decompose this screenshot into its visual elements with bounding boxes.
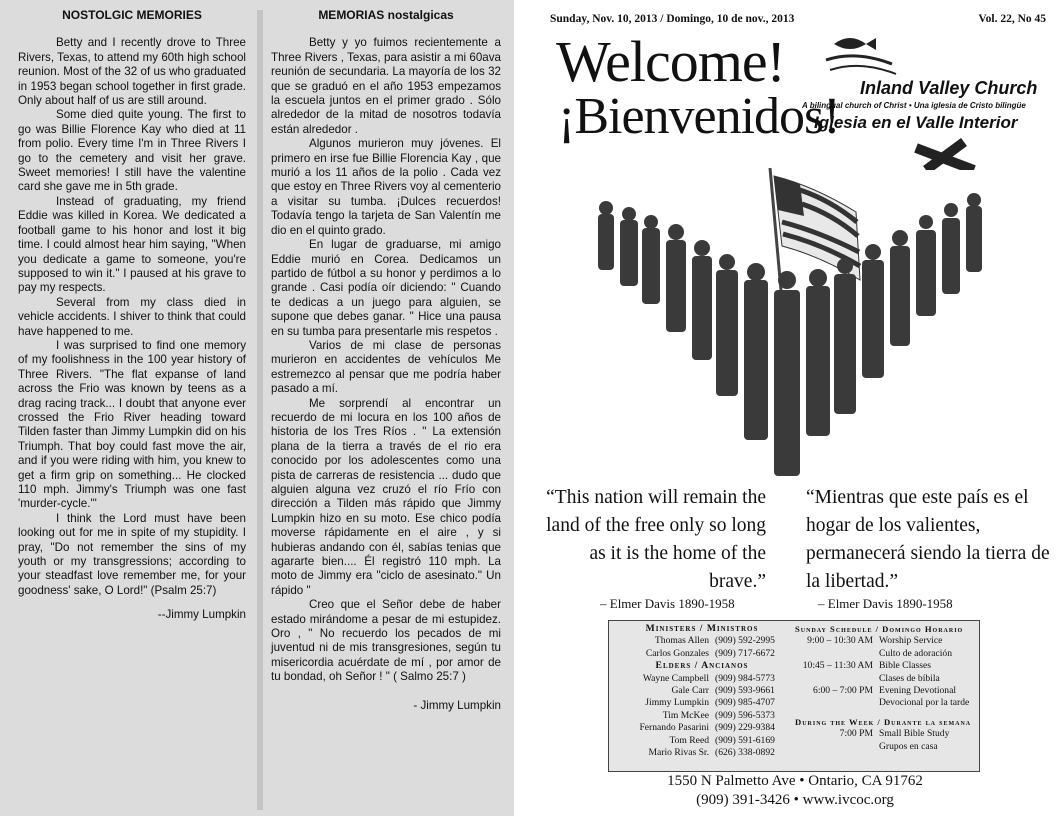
schedule-time xyxy=(795,648,879,660)
english-article-signature: --Jimmy Lumpkin xyxy=(157,608,246,622)
directory-row xyxy=(613,697,791,709)
quote-spanish-attribution: – Elmer Davis 1890-1958 xyxy=(818,596,953,611)
directory-row xyxy=(613,747,791,759)
english-article-body xyxy=(18,36,246,598)
directory-row xyxy=(613,635,791,647)
spanish-article-body xyxy=(271,36,501,684)
directory-row xyxy=(795,673,977,685)
marching-veterans-illustration xyxy=(594,160,994,490)
schedule-event: Clases de bíbila xyxy=(879,672,940,684)
elder-name: Tim McKee xyxy=(662,709,709,721)
directory-row xyxy=(613,685,791,697)
church-directory xyxy=(608,620,980,772)
directory-row xyxy=(795,728,977,740)
column-divider xyxy=(257,10,263,810)
directory-row xyxy=(795,648,977,660)
article-paragraph: Varios de mi clase de personas murieron en accidentes de vehículos Me estremezco al pensar que me podría haber pasado a mí. xyxy=(271,338,501,396)
directory-row xyxy=(795,635,977,647)
sunday-schedule-heading: Sunday Schedule / Domingo Horario xyxy=(795,624,964,634)
quote-english-attribution: – Elmer Davis 1890-1958 xyxy=(600,596,735,611)
week-schedule-heading: During the Week / Durante la semana xyxy=(795,716,972,727)
article-paragraph: En lugar de graduarse, mi amigo Eddie murió en Corea. Dedicamos un partido de fútbol a su honor y perdimos a lo grande . Casi podía oír diciendo: " Cuando te dedicas a un juego para alguien, se supone que debes ganar. " Hice una pausa en su tumba para presentarle mis respetos . xyxy=(271,238,501,338)
elder-name: Mario Rivas Sr. xyxy=(648,747,709,759)
welcome-heading: Welcome! xyxy=(556,29,785,94)
article-paragraph: Algunos murieron muy jóvenes. El primero en irse fue Billie Florencia Kay , que murió a los 11 años de la polio . Cada vez que estoy en Three Rivers voy al cementerio a visitar su tumba. ¡Dulces recuerdos! Todavía tengo la tarjeta de San Valentín me dio en el quinto grado. xyxy=(271,137,501,237)
church-address: 1550 N Palmetto Ave • Ontario, CA 91762 xyxy=(667,773,923,789)
elder-name: Gale Carr xyxy=(671,685,709,697)
schedule-time: 6:00 – 7:00 PM xyxy=(813,685,873,697)
elder-phone: (909) 984-5773 xyxy=(715,672,775,684)
schedule-event: Culto de adoración xyxy=(879,647,952,659)
minister-phone: (909) 592-2995 xyxy=(715,635,775,647)
elder-phone: (909) 985-4707 xyxy=(715,697,775,709)
quote-spanish: “Mientras que este país es el hogar de los valientes, permanecerá siendo la tierra de la libertad.” xyxy=(806,487,1050,592)
spanish-article xyxy=(271,8,501,713)
church-phone-website: (909) 391-3426 • www.ivcoc.org xyxy=(696,792,894,808)
schedule-time: 9:00 – 10:30 AM xyxy=(807,635,873,647)
schedule-event: Bible Classes xyxy=(879,660,931,672)
schedule-event: Evening Devotional xyxy=(879,685,956,697)
article-paragraph: I was surprised to find one memory of my foolishness in the 100 year history of Three Rivers. "The flat expanse of land across the Frio was known by teens as a drag racing track... I doubt that anyone ever crossed the Frio River heading toward Tilden faster than Jimmy Lumpkin did on his Triumph. That boy could fast move the air, and if you were riding with him, you knew to get a firm grip on something... He clocked 110 mph. Jimmy's Triumph was one fast 'murder-cycle.'" xyxy=(18,338,246,511)
article-paragraph: Instead of graduating, my friend Eddie was killed in Korea. We dedicated a football game to his honor and lost it big time. I could almost hear him saying, "When you dedicate a game to someone, you're supposed to win it." I paused at his grave to pay my respects. xyxy=(18,194,246,295)
directory-row xyxy=(613,710,791,722)
spanish-article-title: MEMORIAS nostalgicas xyxy=(318,8,454,22)
schedule-event: Worship Service xyxy=(879,635,943,647)
english-article-title: NOSTOLGIC MEMORIES xyxy=(62,8,202,22)
schedule-time: 10:45 – 11:30 AM xyxy=(802,660,873,672)
elder-phone: (909) 596-5373 xyxy=(715,709,775,721)
english-article xyxy=(18,8,246,623)
church-name-spanish: Iglesia en el Valle Interior xyxy=(814,113,1018,132)
article-paragraph: Betty y yo fuimos recientemente a Three Rivers , Texas, para asistir a mi 60ava reunión de secundaria. La mayoría de los 32 que se graduó en el año 1953 empezamos la escuela juntos en el primer grado . Sólo alrededor de la mitad de nosotros todavía están alrededor . xyxy=(271,36,501,136)
quote-english: “This nation will remain the land of the free only so long as it is the home of the brave.” xyxy=(546,487,766,592)
article-paragraph: Creo que el Señor debe de haber estado mirándome a pesar de mi estupidez. Oro , " No recuerdo los pecados de mi juventud ni de mis transgresiones, según tu misericordia acuérdate de mí , por amor de tu bondad, oh Señor ! " ( Salmo 25:7 ) xyxy=(271,598,501,684)
schedule-event: Devocional por la tarde xyxy=(879,697,970,709)
schedule-time xyxy=(795,697,879,709)
elder-name: Wayne Campbell xyxy=(642,672,709,684)
directory-row xyxy=(613,722,791,734)
schedule-event: Grupos en casa xyxy=(879,740,938,752)
directory-row xyxy=(613,648,791,660)
schedule-time xyxy=(795,673,879,685)
leadership-list xyxy=(613,623,791,759)
spanish-article-signature: - Jimmy Lumpkin xyxy=(413,698,501,712)
issue-volume: Vol. 22, No 45 xyxy=(978,13,1046,25)
schedule-time: 7:00 PM xyxy=(839,728,873,740)
elder-phone: (909) 229-9384 xyxy=(715,722,775,734)
church-subtitle: A bilingual church of Christ • Una iglesia de Cristo bilingüe xyxy=(802,101,1026,110)
elder-name: Jimmy Lumpkin xyxy=(645,697,709,709)
minister-phone: (909) 717-6672 xyxy=(715,647,775,659)
newsletter-left-panel xyxy=(0,0,514,816)
minister-name: Carlos Gonzales xyxy=(645,647,709,659)
directory-row xyxy=(613,673,791,685)
ministers-heading: Ministers / Ministros xyxy=(645,623,759,634)
article-paragraph: Me sorprendí al encontrar un recuerdo de mi locura en los 100 años de historia de los Tres Ríos . " La extensión plana de la tierra a través de el rio era conocido por los adolescentes como una pista de carreras de resistencia ... dudo que alguien alguna vez cruzó el río Frío con dirección a Tilden más rápido que Jimmy Lumpkin hizo en su moto. Ese chico podía moverse rápidamente en el aire , y si hubieras andando con él, sabías tenias que agararte bien.... Él registró 110 mph. La moto de Jimmy era "ciclo de asesinato." Un rápido " xyxy=(271,396,501,597)
church-contact xyxy=(610,772,980,810)
minister-name: Thomas Allen xyxy=(654,635,709,647)
elder-phone: (909) 593-9661 xyxy=(715,685,775,697)
directory-row xyxy=(795,697,977,709)
directory-row xyxy=(795,660,977,672)
article-paragraph: Several from my class died in vehicle accidents. I shiver to think that could have happened to me. xyxy=(18,295,246,338)
directory-row xyxy=(795,685,977,697)
elders-heading: Elders / Ancianos xyxy=(655,660,749,672)
schedule-event: Small Bible Study xyxy=(879,728,950,740)
church-name: Inland Valley Church xyxy=(860,78,1038,98)
newsletter-cover xyxy=(514,0,1056,816)
elder-name: Fernando Pasarini xyxy=(639,722,709,734)
elder-phone: (626) 338-0892 xyxy=(715,747,775,759)
article-paragraph: I think the Lord must have been looking out for me in spite of my stupidity. I pray, "Do not remember the sins of my youth or my transgressions; according to your steadfast love remember me, for your goodness' sake, O Lord!" (Psalm 25:7) xyxy=(18,511,246,597)
bienvenidos-heading: ¡Bienvenidos! xyxy=(558,88,840,145)
issue-date: Sunday, Nov. 10, 2013 / Domingo, 10 de nov., 2013 xyxy=(550,13,795,25)
elder-phone: (909) 591-6169 xyxy=(715,734,775,746)
schedule-list xyxy=(795,623,977,753)
directory-row xyxy=(613,735,791,747)
article-paragraph: Betty and I recently drove to Three Rivers, Texas, to attend my 60th high school reunion. Most of the 32 of us who graduated in 1953 began school together in first grade. Only about half of us are still around. xyxy=(18,36,246,108)
schedule-time xyxy=(795,741,879,753)
directory-row xyxy=(795,741,977,753)
church-logo-icon xyxy=(796,30,1048,170)
elder-name: Tom Reed xyxy=(669,734,709,746)
article-paragraph: Some died quite young. The first to go was Billie Florence Kay who died at 11 from polio. Every time I'm in Three Rivers I go to the cemetery and visit her grave. Sweet memories! I still have the valentine card she gave me in 5th grade. xyxy=(18,108,246,194)
